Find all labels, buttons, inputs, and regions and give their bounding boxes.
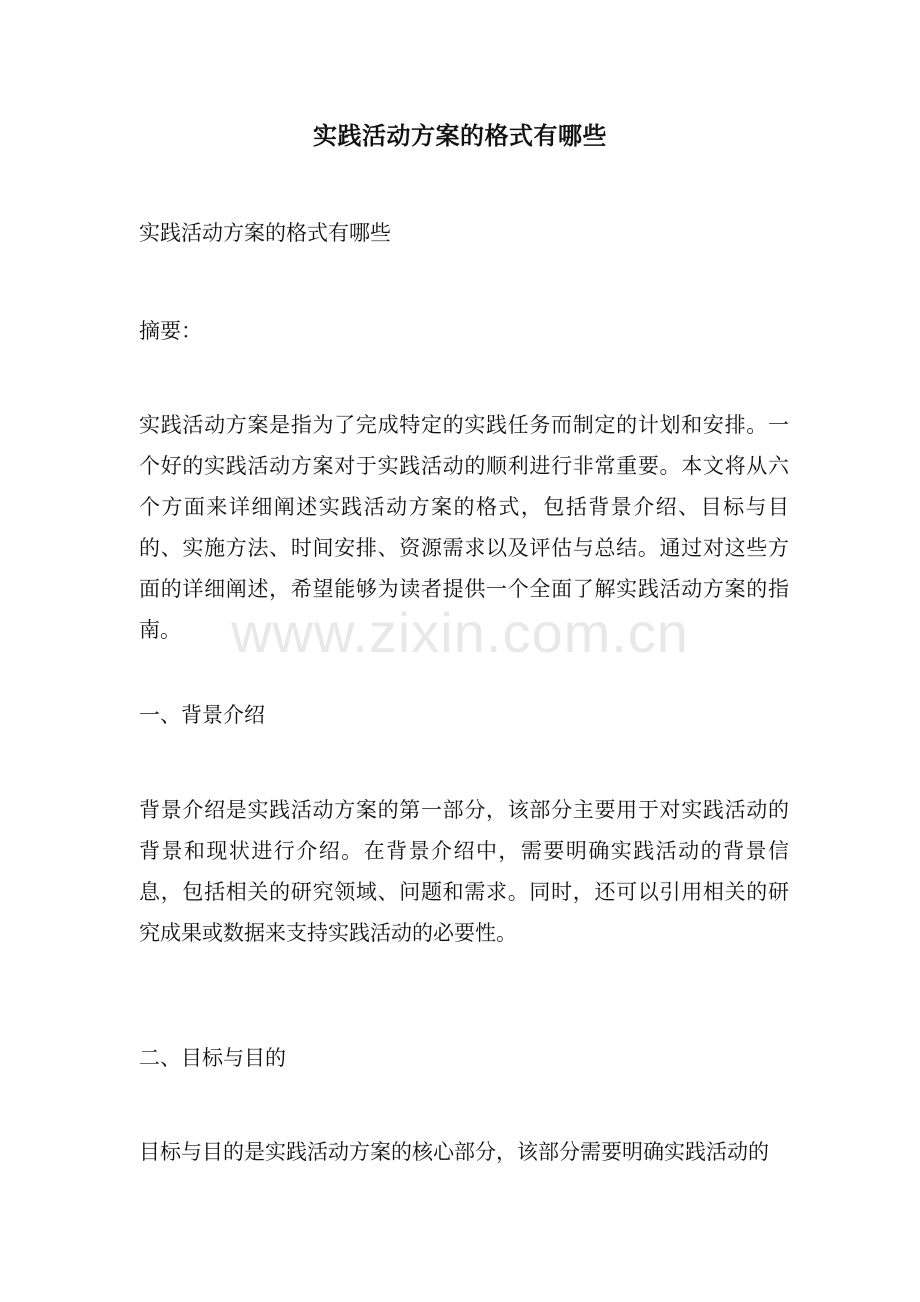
abstract-paragraph: 实践活动方案是指为了完成特定的实践任务而制定的计划和安排。一个好的实践活动方案对于实践活动的顺利进行非常重要。本文将从六个方面来详细阐述实践活动方案的格式，包括背景介绍、目标与目的、实施方法、时间安排、资源需求以及评估与总结。通过对这些方面的详细阐述，希望能够为读者提供一个全面了解实践活动方案的指南。 [139,413,789,642]
section-heading-background: 一、背景介绍 [139,703,265,727]
section-paragraph-goals: 目标与目的是实践活动方案的核心部分，该部分需要明确实践活动的 [139,1140,769,1164]
section-paragraph-background: 背景介绍是实践活动方案的第一部分，该部分主要用于对实践活动的背景和现状进行介绍。在背景介绍中，需要明确实践活动的背景信息，包括相关的研究领域、问题和需求。同时，还可以引用相关的研究成果或数据来支持实践活动的必要性。 [139,798,789,945]
watermark-text: www.zixin.com.cn [231,601,689,664]
abstract-label: 摘要： [139,319,202,343]
section-heading-goals: 二、目标与目的 [139,1046,286,1070]
document-title: 实践活动方案的格式有哪些 [313,121,607,150]
document-subtitle: 实践活动方案的格式有哪些 [139,221,391,245]
